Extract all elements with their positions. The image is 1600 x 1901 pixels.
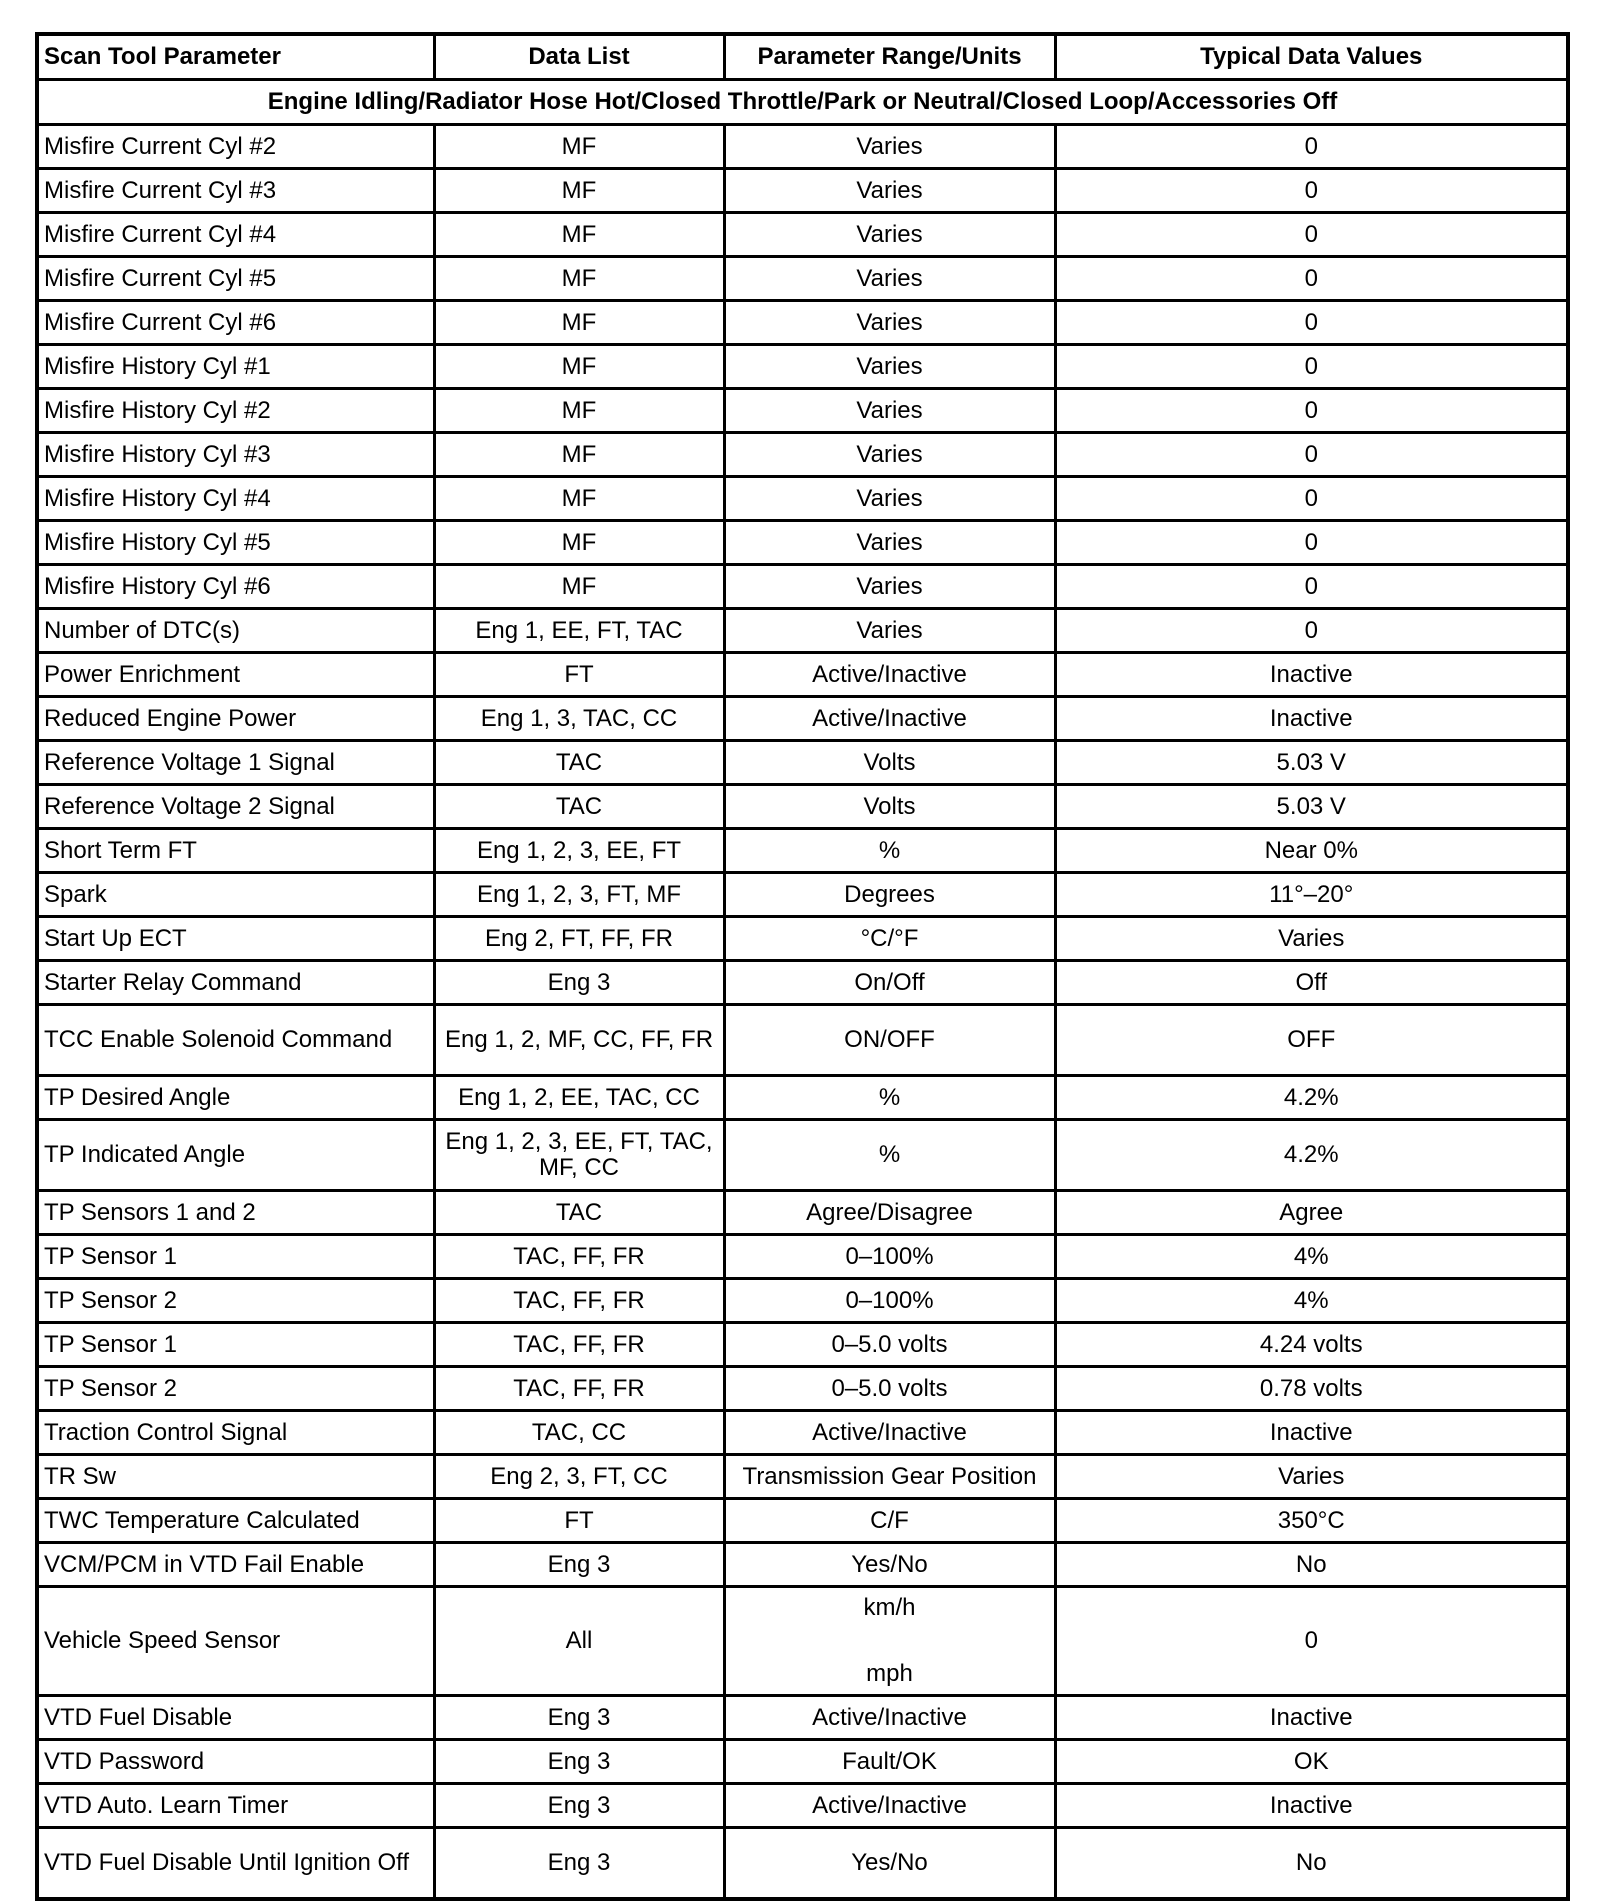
typical-value-cell: 0 [1055,433,1568,477]
param-cell: Misfire History Cyl #4 [37,477,434,521]
table-row [37,1455,1568,1499]
typical-value-cell: 0 [1055,477,1568,521]
typical-value-cell: Varies [1055,917,1568,961]
typical-value-cell: 4% [1055,1235,1568,1279]
typical-value-cell: 4.2% [1055,1120,1568,1191]
param-cell: TP Indicated Angle [37,1120,434,1191]
param-cell: Vehicle Speed Sensor [37,1587,434,1696]
data-list-cell: MF [434,565,724,609]
range-units-cell: Varies [724,345,1055,389]
param-cell: Starter Relay Command [37,961,434,1005]
typical-value-cell: 350°C [1055,1499,1568,1543]
typical-value-cell: Inactive [1055,1411,1568,1455]
table-row [37,389,1568,433]
range-units-cell: % [724,1076,1055,1120]
range-units-cell: % [724,1120,1055,1191]
table-row [37,213,1568,257]
param-cell: Start Up ECT [37,917,434,961]
data-list-cell: Eng 1, 2, 3, FT, MF [434,873,724,917]
table-row [37,1543,1568,1587]
data-list-cell: All [434,1587,724,1696]
param-cell: TWC Temperature Calculated [37,1499,434,1543]
table-row [37,125,1568,169]
data-list-cell: Eng 1, 2, 3, EE, FT, TAC, MF, CC [434,1120,724,1191]
typical-value-cell: Inactive [1055,1696,1568,1740]
typical-value-cell: 0 [1055,169,1568,213]
param-cell: TR Sw [37,1455,434,1499]
data-list-cell: Eng 2, 3, FT, CC [434,1455,724,1499]
range-units-cell: Active/Inactive [724,1411,1055,1455]
typical-value-cell: OFF [1055,1005,1568,1076]
data-list-cell: TAC, FF, FR [434,1367,724,1411]
typical-value-cell: No [1055,1828,1568,1900]
range-units-cell: On/Off [724,961,1055,1005]
range-units-cell: Varies [724,433,1055,477]
param-cell: Reduced Engine Power [37,697,434,741]
data-list-cell: Eng 1, 3, TAC, CC [434,697,724,741]
data-list-cell: TAC, FF, FR [434,1235,724,1279]
range-units-cell: 0–100% [724,1235,1055,1279]
typical-value-cell: 0 [1055,521,1568,565]
table-row [37,961,1568,1005]
table-row [37,477,1568,521]
table-row [37,697,1568,741]
param-cell: Misfire Current Cyl #2 [37,125,434,169]
header-typical-data-values: Typical Data Values [1055,34,1568,80]
range-units-cell: % [724,829,1055,873]
range-units-cell: Varies [724,477,1055,521]
data-list-cell: MF [434,125,724,169]
unit-line: km/h [863,1594,916,1621]
param-cell: VCM/PCM in VTD Fail Enable [37,1543,434,1587]
data-list-cell: Eng 1, 2, EE, TAC, CC [434,1076,724,1120]
range-units-cell: Transmission Gear Position [724,1455,1055,1499]
param-cell: Misfire History Cyl #1 [37,345,434,389]
data-list-cell: Eng 3 [434,961,724,1005]
range-units-cell: °C/°F [724,917,1055,961]
data-list-cell: Eng 1, 2, 3, EE, FT [434,829,724,873]
condition-row [37,80,1568,125]
data-list-cell: TAC, FF, FR [434,1323,724,1367]
table-row [37,1191,1568,1235]
table-row [37,829,1568,873]
table-row [37,1411,1568,1455]
typical-value-cell: Inactive [1055,697,1568,741]
table-row [37,653,1568,697]
table-row [37,565,1568,609]
data-list-cell: MF [434,213,724,257]
data-list-cell: Eng 3 [434,1828,724,1900]
table-row [37,1696,1568,1740]
param-cell: VTD Fuel Disable Until Ignition Off [37,1828,434,1900]
param-cell: TP Sensor 1 [37,1323,434,1367]
table-row [37,873,1568,917]
typical-value-cell: OK [1055,1740,1568,1784]
param-cell: Traction Control Signal [37,1411,434,1455]
param-cell: VTD Password [37,1740,434,1784]
typical-value-cell: 0 [1055,389,1568,433]
table-row [37,1784,1568,1828]
typical-value-cell: 0 [1055,213,1568,257]
data-list-cell: Eng 2, FT, FF, FR [434,917,724,961]
typical-value-cell: No [1055,1543,1568,1587]
typical-value-cell: 0 [1055,125,1568,169]
param-cell: Misfire History Cyl #3 [37,433,434,477]
table-row [37,521,1568,565]
range-units-cell: Agree/Disagree [724,1191,1055,1235]
typical-value-cell: Inactive [1055,653,1568,697]
unit-line: mph [866,1660,913,1687]
param-cell: TP Desired Angle [37,1076,434,1120]
data-list-cell: Eng 3 [434,1784,724,1828]
typical-value-cell: 0 [1055,565,1568,609]
range-units-cell: Varies [724,389,1055,433]
param-cell: VTD Auto. Learn Timer [37,1784,434,1828]
range-units-cell: Degrees [724,873,1055,917]
range-units-cell: Varies [724,609,1055,653]
table-row [37,785,1568,829]
param-cell: Power Enrichment [37,653,434,697]
scan-tool-data-table-page [35,32,1566,1901]
range-units-cell: 0–5.0 volts [724,1367,1055,1411]
scan-tool-data-table [35,32,1570,1901]
data-list-cell: TAC [434,741,724,785]
range-units-cell: Active/Inactive [724,1784,1055,1828]
range-units-cell: Fault/OK [724,1740,1055,1784]
data-list-cell: MF [434,433,724,477]
typical-value-cell: Off [1055,961,1568,1005]
range-units-cell: Yes/No [724,1828,1055,1900]
table-row [37,1279,1568,1323]
table-row [37,1005,1568,1076]
range-units-cell: Varies [724,213,1055,257]
table-row [37,1120,1568,1191]
param-cell: Misfire History Cyl #6 [37,565,434,609]
range-units-cell: Yes/No [724,1543,1055,1587]
range-units-cell: Active/Inactive [724,1696,1055,1740]
data-list-cell: Eng 1, 2, MF, CC, FF, FR [434,1005,724,1076]
param-cell: TP Sensor 2 [37,1367,434,1411]
param-cell: Spark [37,873,434,917]
table-row [37,301,1568,345]
table-row [37,345,1568,389]
header-data-list: Data List [434,34,724,80]
data-list-cell: Eng 3 [434,1696,724,1740]
range-units-cell: Varies [724,521,1055,565]
typical-value-cell: 11°–20° [1055,873,1568,917]
table-row [37,257,1568,301]
param-cell: Misfire Current Cyl #3 [37,169,434,213]
param-cell: Misfire Current Cyl #5 [37,257,434,301]
range-units-cell: Varies [724,257,1055,301]
data-list-cell: TAC, CC [434,1411,724,1455]
typical-value-cell: 0 [1055,609,1568,653]
table-row [37,1740,1568,1784]
range-units-cell: Volts [724,785,1055,829]
param-cell: VTD Fuel Disable [37,1696,434,1740]
param-cell: Reference Voltage 2 Signal [37,785,434,829]
data-list-cell: Eng 3 [434,1543,724,1587]
table-row [37,1323,1568,1367]
typical-value-cell: Agree [1055,1191,1568,1235]
range-units-cell: Active/Inactive [724,653,1055,697]
data-list-cell: TAC [434,1191,724,1235]
param-cell: Misfire History Cyl #5 [37,521,434,565]
data-list-cell: MF [434,345,724,389]
param-cell: TP Sensor 1 [37,1235,434,1279]
data-list-cell: Eng 1, EE, FT, TAC [434,609,724,653]
typical-value-cell: 0 [1055,1587,1568,1696]
header-row [37,34,1568,80]
range-units-cell: Active/Inactive [724,697,1055,741]
data-list-cell: MF [434,521,724,565]
typical-value-cell: 4.2% [1055,1076,1568,1120]
param-cell: Reference Voltage 1 Signal [37,741,434,785]
param-cell: Number of DTC(s) [37,609,434,653]
range-units-cell: 0–100% [724,1279,1055,1323]
typical-value-cell: Near 0% [1055,829,1568,873]
data-list-cell: MF [434,477,724,521]
data-list-cell: FT [434,653,724,697]
data-list-cell: MF [434,301,724,345]
range-units-cell: Varies [724,125,1055,169]
typical-value-cell: 0 [1055,301,1568,345]
range-units-cell: Volts [724,741,1055,785]
range-units-cell [724,1587,1055,1696]
param-cell: TP Sensor 2 [37,1279,434,1323]
operating-condition: Engine Idling/Radiator Hose Hot/Closed Throttle/Park or Neutral/Closed Loop/Accessories Off [37,80,1568,125]
table-row [37,1235,1568,1279]
range-units-cell: ON/OFF [724,1005,1055,1076]
data-list-cell: FT [434,1499,724,1543]
range-units-cell: Varies [724,565,1055,609]
table-row [37,1367,1568,1411]
typical-value-cell: 4.24 volts [1055,1323,1568,1367]
table-row [37,1587,1568,1696]
typical-value-cell: Varies [1055,1455,1568,1499]
header-scan-tool-parameter: Scan Tool Parameter [37,34,434,80]
table-row [37,609,1568,653]
table-row [37,169,1568,213]
typical-value-cell: 0.78 volts [1055,1367,1568,1411]
data-list-cell: TAC [434,785,724,829]
param-cell: Short Term FT [37,829,434,873]
table-row [37,917,1568,961]
range-units-cell: C/F [724,1499,1055,1543]
typical-value-cell: 5.03 V [1055,785,1568,829]
typical-value-cell: Inactive [1055,1784,1568,1828]
typical-value-cell: 5.03 V [1055,741,1568,785]
table-row [37,1076,1568,1120]
table-row [37,741,1568,785]
range-units-cell: Varies [724,169,1055,213]
param-cell: Misfire Current Cyl #4 [37,213,434,257]
header-parameter-range-units: Parameter Range/Units [724,34,1055,80]
data-list-cell: TAC, FF, FR [434,1279,724,1323]
param-cell: TP Sensors 1 and 2 [37,1191,434,1235]
data-list-cell: MF [434,389,724,433]
table-body [37,80,1568,1900]
typical-value-cell: 0 [1055,257,1568,301]
table-row [37,433,1568,477]
data-list-cell: MF [434,169,724,213]
param-cell: Misfire Current Cyl #6 [37,301,434,345]
range-units-cell: 0–5.0 volts [724,1323,1055,1367]
typical-value-cell: 0 [1055,345,1568,389]
range-units-cell: Varies [724,301,1055,345]
param-cell: TCC Enable Solenoid Command [37,1005,434,1076]
data-list-cell: MF [434,257,724,301]
table-row [37,1499,1568,1543]
data-list-cell: Eng 3 [434,1740,724,1784]
param-cell: Misfire History Cyl #2 [37,389,434,433]
table-row [37,1828,1568,1900]
typical-value-cell: 4% [1055,1279,1568,1323]
